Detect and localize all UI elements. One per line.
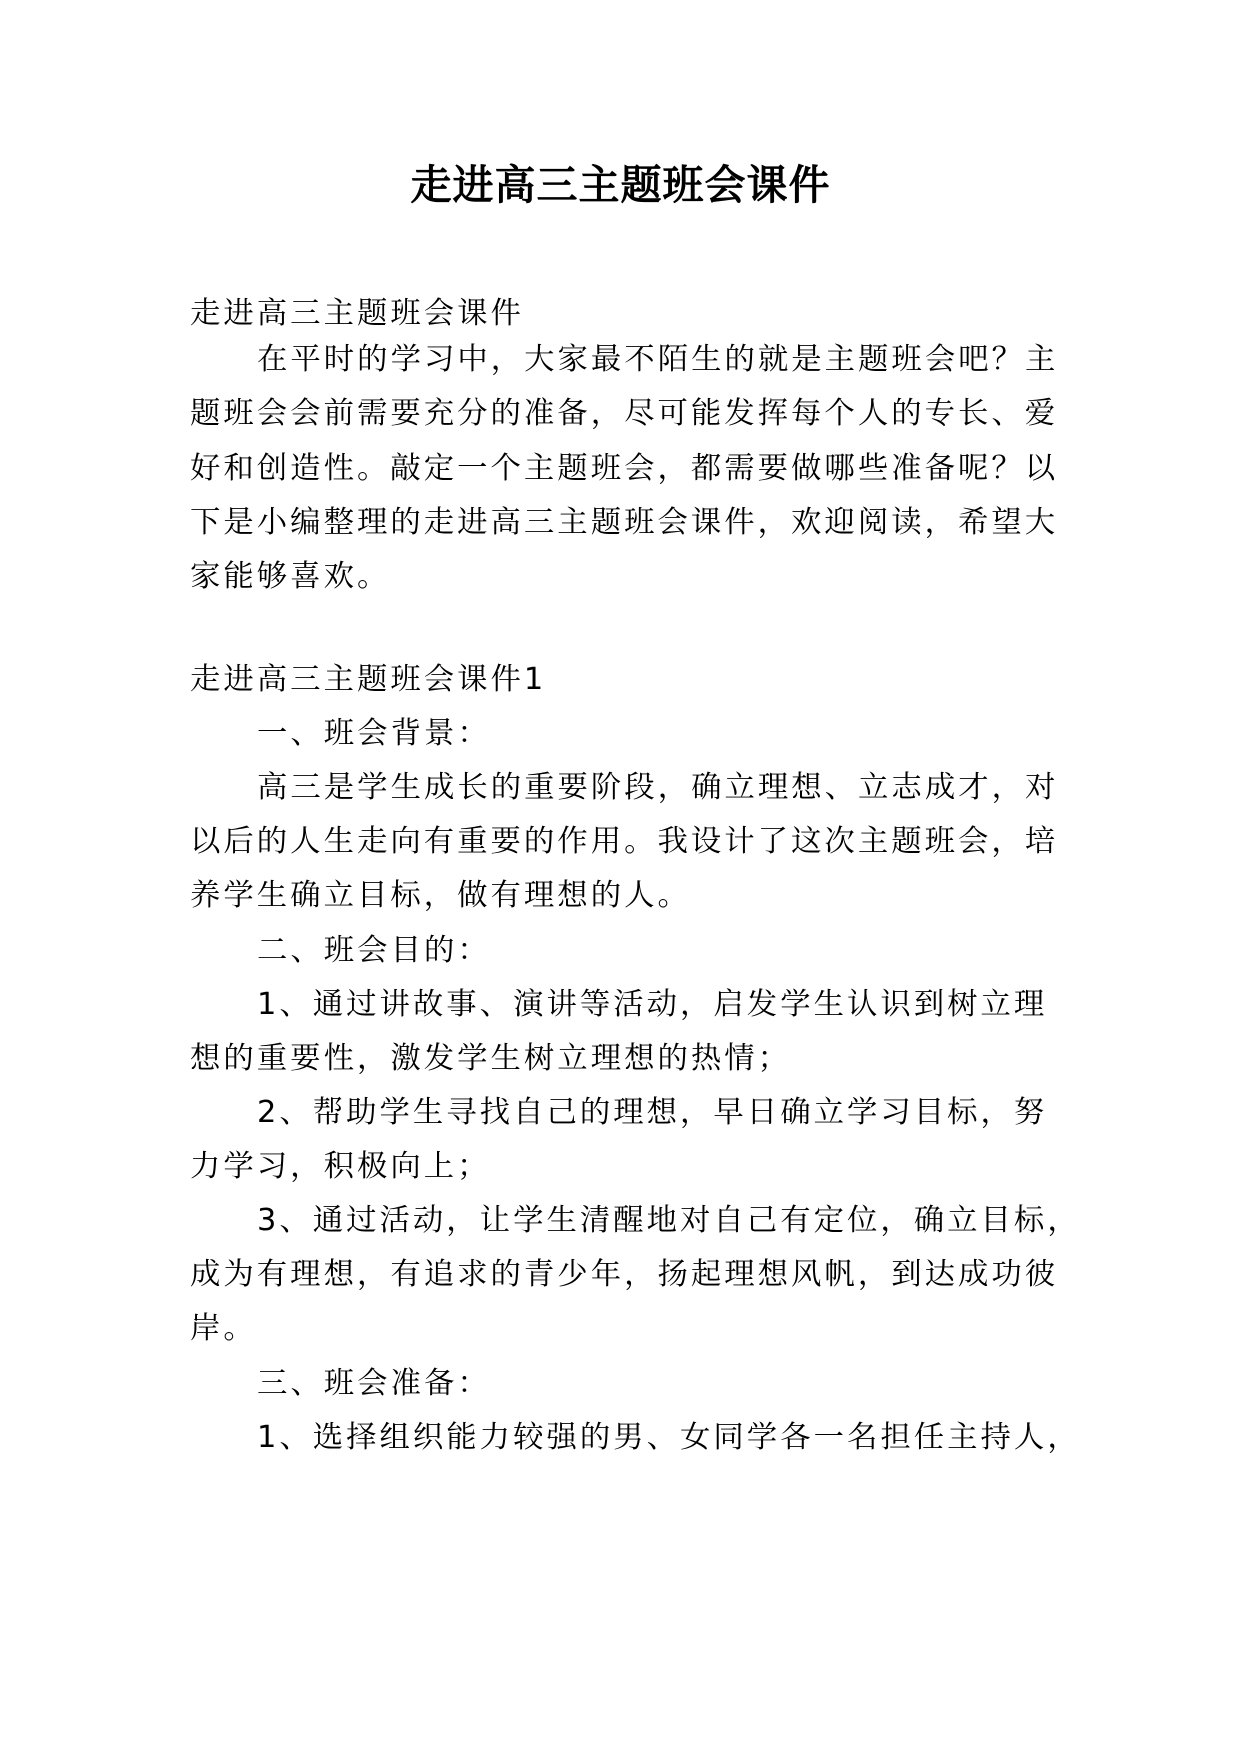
subsection-heading: 二、班会目的： <box>257 933 491 968</box>
list-item-line: 成为有理想，有追求的青少年，扬起理想风帆，到达成功彼 <box>190 1257 1059 1292</box>
list-item-line: 力学习，积极向上； <box>190 1149 491 1184</box>
list-item-line: 1、通过讲故事、演讲等活动，启发学生认识到树立理 <box>257 987 1048 1022</box>
paragraph-line: 以后的人生走向有重要的作用。我设计了这次主题班会，培 <box>190 824 1059 859</box>
intro-paragraph-line: 好和创造性。敲定一个主题班会，都需要做哪些准备呢？以 <box>190 451 1059 486</box>
list-item-line: 3、通过活动，让学生清醒地对自己有定位，确立目标， <box>257 1203 1081 1238</box>
list-item-line: 1、选择组织能力较强的男、女同学各一名担任主持人， <box>257 1420 1081 1455</box>
subsection-heading: 一、班会背景： <box>257 716 491 751</box>
intro-paragraph-line: 题班会会前需要充分的准备，尽可能发挥每个人的专长、爱 <box>190 396 1059 431</box>
intro-paragraph-line: 下是小编整理的走进高三主题班会课件，欢迎阅读，希望大 <box>190 505 1059 540</box>
paragraph-line: 养学生确立目标，做有理想的人。 <box>190 878 691 913</box>
intro-paragraph-line: 在平时的学习中，大家最不陌生的就是主题班会吧？主 <box>257 342 1059 377</box>
list-item-line: 2、帮助学生寻找自己的理想，早日确立学习目标，努 <box>257 1095 1048 1130</box>
intro-paragraph-line: 家能够喜欢。 <box>190 559 391 594</box>
list-item-line: 岸。 <box>190 1311 257 1346</box>
subtitle-line: 走进高三主题班会课件 <box>190 296 524 331</box>
document-title: 走进高三主题班会课件 <box>410 161 831 209</box>
paragraph-line: 高三是学生成长的重要阶段，确立理想、立志成才，对 <box>257 770 1059 805</box>
list-item-line: 想的重要性，激发学生树立理想的热情； <box>190 1041 792 1076</box>
subsection-heading: 三、班会准备： <box>257 1366 491 1401</box>
section-heading: 走进高三主题班会课件1 <box>190 662 547 697</box>
